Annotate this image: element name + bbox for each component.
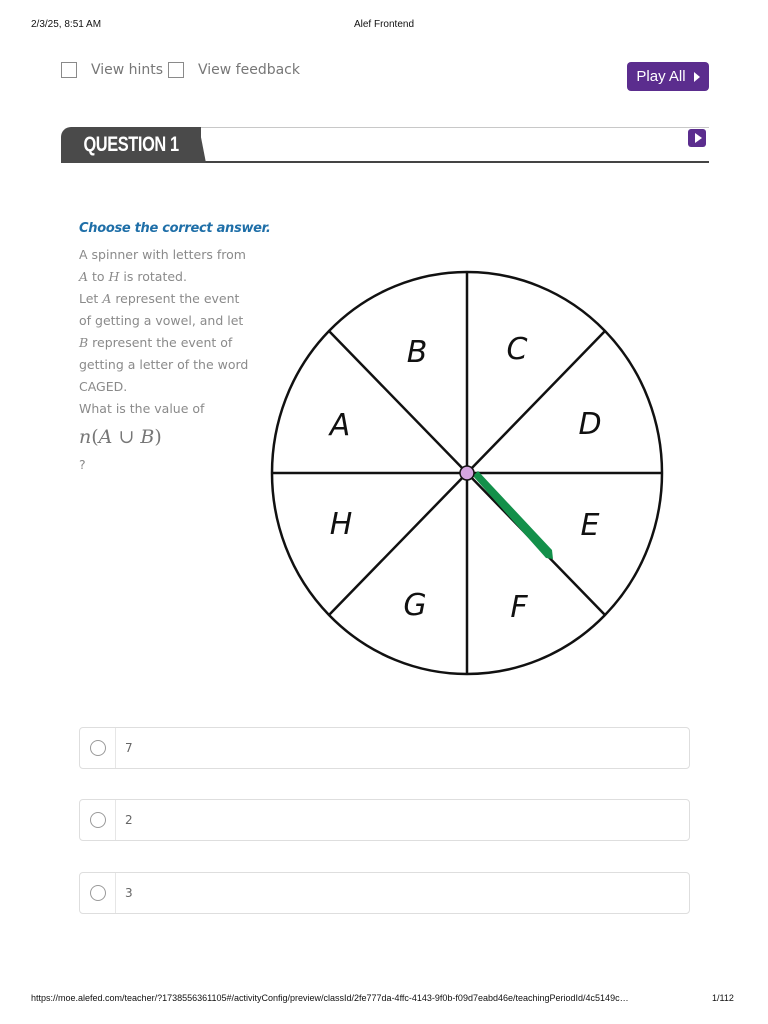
question-line bbox=[79, 266, 254, 288]
spinner-letter-f: F bbox=[510, 590, 528, 625]
view-hints-label: View hints bbox=[91, 62, 164, 78]
math-paren-open: ( bbox=[91, 426, 99, 448]
question-line bbox=[79, 310, 254, 332]
view-feedback-checkbox[interactable] bbox=[168, 62, 184, 78]
answer-label: 3 bbox=[125, 886, 133, 900]
play-icon bbox=[695, 133, 702, 143]
question-text-fragment: Let bbox=[79, 291, 103, 306]
print-url: https://moe.alefed.com/teacher/?1738556361105#/activityConfig/preview/classId/2fe777da-4ffc-4143-9f0b-f09d7eabd46e/teachingPeriodId/4c5149c… bbox=[31, 993, 629, 1003]
spinner-letter-b: B bbox=[406, 335, 428, 370]
question-tab bbox=[61, 127, 201, 163]
answer-radio[interactable] bbox=[90, 812, 106, 828]
question-text-fragment: to bbox=[88, 269, 109, 284]
question-header-divider bbox=[200, 127, 709, 163]
question-line bbox=[79, 332, 254, 354]
radio-cell[interactable] bbox=[80, 800, 116, 840]
math-var-b: B bbox=[140, 426, 155, 448]
question-text-fragment: represent the event of bbox=[88, 335, 233, 350]
variable-h: H bbox=[108, 269, 120, 284]
question-line bbox=[79, 354, 254, 376]
play-all-button[interactable] bbox=[627, 62, 709, 91]
math-expression bbox=[79, 424, 254, 450]
view-feedback-label: View feedback bbox=[198, 62, 300, 78]
print-date: 2/3/25, 8:51 AM bbox=[31, 19, 102, 30]
variable-a: A bbox=[79, 269, 89, 284]
answer-label: 7 bbox=[125, 741, 133, 755]
spinner-letter-c: C bbox=[506, 332, 528, 367]
print-page-number: 1/112 bbox=[712, 993, 734, 1003]
spinner-letter-a: A bbox=[329, 408, 351, 443]
spinner-letter-g: G bbox=[403, 588, 427, 623]
view-feedback-toggle[interactable] bbox=[168, 62, 300, 78]
audio-play-button[interactable] bbox=[688, 129, 706, 147]
answer-option[interactable] bbox=[79, 872, 690, 914]
view-hints-checkbox[interactable] bbox=[61, 62, 77, 78]
question-line bbox=[79, 398, 254, 420]
question-text bbox=[79, 244, 254, 476]
question-tab-label: QUESTION 1 bbox=[83, 133, 179, 156]
play-icon bbox=[694, 72, 700, 82]
spinner-diagram bbox=[268, 268, 668, 678]
answer-option[interactable] bbox=[79, 799, 690, 841]
question-text-fragment: What is the value of bbox=[79, 401, 205, 416]
question-mark: ? bbox=[79, 457, 86, 472]
radio-cell[interactable] bbox=[80, 873, 116, 913]
question-text-fragment: getting a letter of the word bbox=[79, 357, 249, 372]
question-instruction: Choose the correct answer. bbox=[79, 221, 271, 236]
answer-radio[interactable] bbox=[90, 885, 106, 901]
variable-b: B bbox=[79, 335, 89, 350]
union-symbol: ∪ bbox=[112, 426, 141, 448]
spinner-letter-h: H bbox=[329, 507, 353, 542]
question-text-fragment: of getting a vowel, and let bbox=[79, 313, 244, 328]
spinner-letter-e: E bbox=[580, 508, 600, 543]
question-text-fragment: CAGED. bbox=[79, 379, 128, 394]
answer-radio[interactable] bbox=[90, 740, 106, 756]
spinner-hub bbox=[460, 466, 474, 480]
question-line bbox=[79, 288, 254, 310]
question-text-fragment: is rotated. bbox=[119, 269, 187, 284]
print-title: Alef Frontend bbox=[353, 19, 415, 30]
spinner-letter-d: D bbox=[578, 407, 602, 442]
question-text-fragment: A spinner with letters from bbox=[79, 247, 246, 262]
answer-option[interactable] bbox=[79, 727, 690, 769]
radio-cell[interactable] bbox=[80, 728, 116, 768]
math-n: n bbox=[79, 426, 92, 448]
play-all-label: Play All bbox=[636, 68, 686, 85]
answer-label: 2 bbox=[125, 813, 133, 827]
question-line bbox=[79, 244, 254, 266]
math-var-a: A bbox=[98, 426, 113, 448]
question-line bbox=[79, 376, 254, 398]
question-text-fragment: represent the event bbox=[111, 291, 240, 306]
math-paren-close: ) bbox=[154, 426, 162, 448]
variable-a: A bbox=[102, 291, 112, 306]
view-hints-toggle[interactable] bbox=[61, 62, 163, 78]
